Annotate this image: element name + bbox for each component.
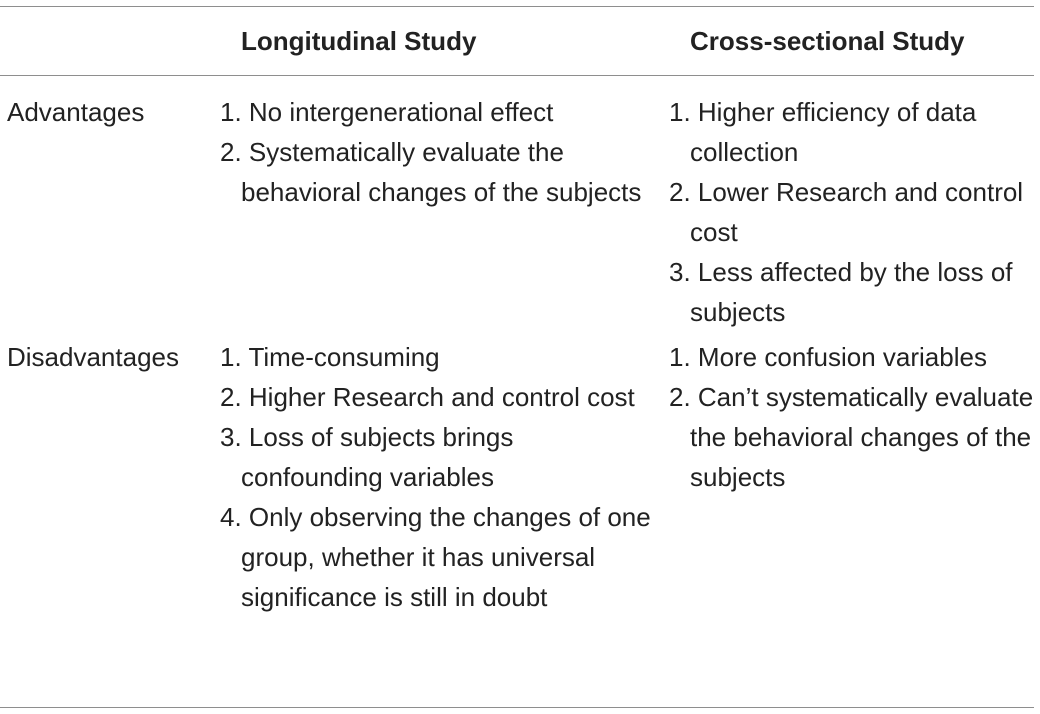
list-item: 4. Only observing the changes of one group, whether it has universal significance is still in doubt: [220, 502, 651, 612]
row-label-disadvantages: Disadvantages: [7, 342, 179, 372]
cell-advantages-longitudinal: [220, 92, 660, 212]
list-item: 2. Lower Research and control cost: [669, 177, 1024, 247]
cell-advantages-cross-sectional: [669, 92, 1037, 332]
list-item: 2. Can’t systematically evaluate the behavioral changes of the subjects: [669, 382, 1034, 492]
list-item: 2. Higher Research and control cost: [220, 382, 635, 412]
header-divider-rule: [0, 75, 1034, 76]
table-bottom-rule: [0, 707, 1034, 708]
list-item: 3. Less affected by the loss of subjects: [669, 257, 1013, 327]
list-item: 1. Higher efficiency of data collection: [669, 97, 977, 167]
table-top-rule: [0, 6, 1034, 7]
list-item: 3. Loss of subjects brings confounding variables: [220, 422, 514, 492]
row-label-advantages: Advantages: [7, 97, 145, 127]
list-item: 2. Systematically evaluate the behavioral changes of the subjects: [220, 137, 642, 207]
list-item: 1. No intergenerational effect: [220, 97, 554, 127]
list-item: 1. Time-consuming: [220, 342, 440, 372]
header-longitudinal-study: Longitudinal Study: [241, 26, 477, 56]
header-cross-sectional-study: Cross-sectional Study: [690, 26, 965, 56]
cell-disadvantages-cross-sectional: [669, 337, 1037, 497]
cell-disadvantages-longitudinal: [220, 337, 660, 617]
list-item: 1. More confusion variables: [669, 342, 987, 372]
